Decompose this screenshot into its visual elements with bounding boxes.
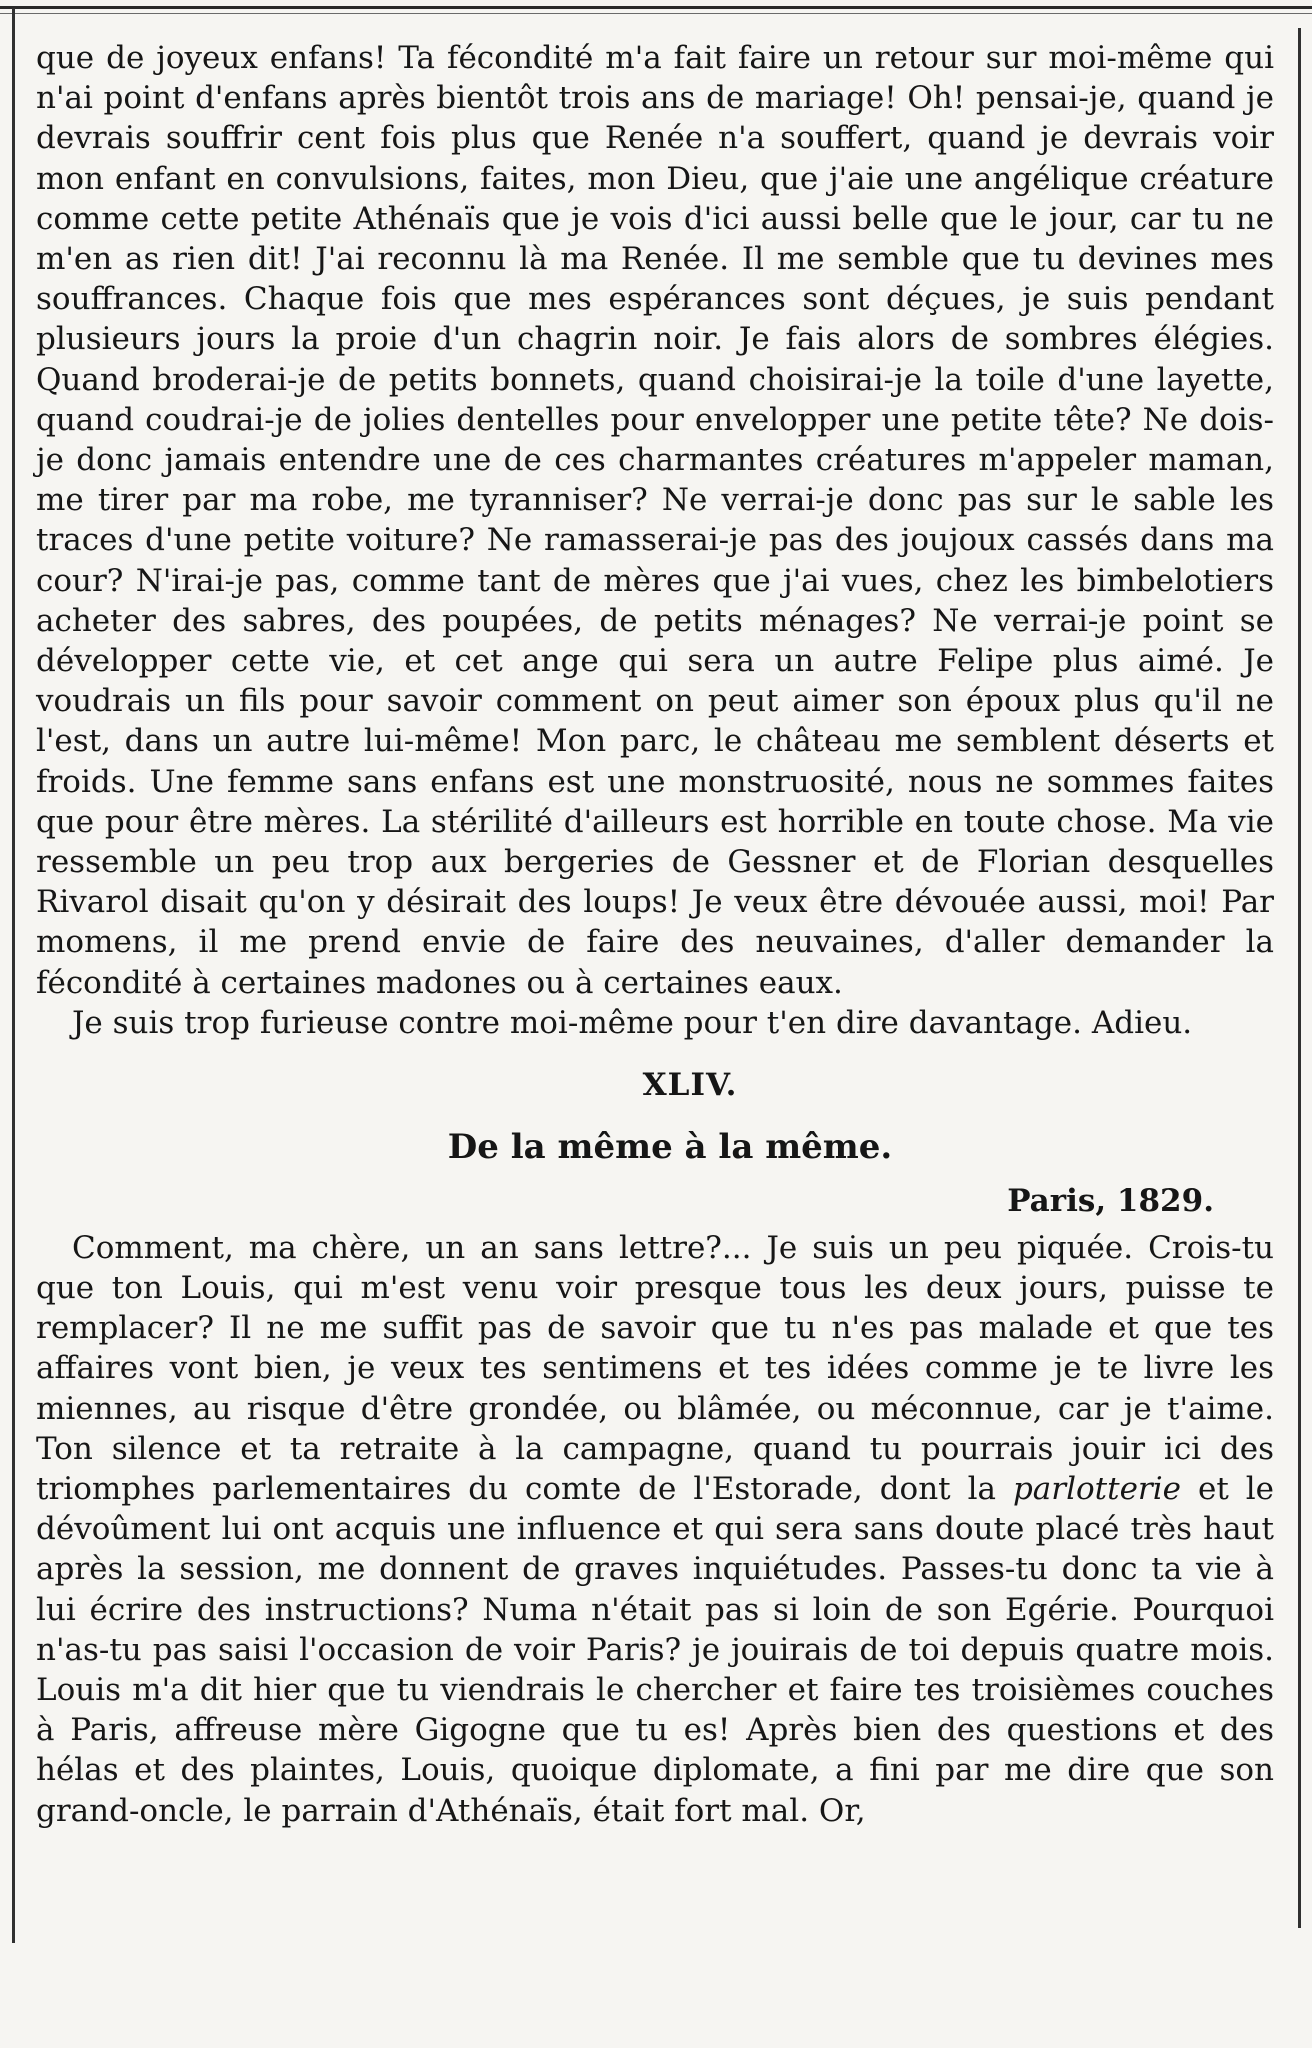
letter-dateline: Paris, 1829. <box>1007 1183 1214 1220</box>
right-column-rule <box>1298 28 1301 1928</box>
chapter-number: XLIV. <box>642 1067 738 1104</box>
new-letter-paragraph <box>36 1228 1274 1831</box>
new-letter-text-part2: et le dévoûment lui ont acquis une influence et qui sera sans doute placé très haut après la session, me donnent de graves inquiétudes. Passes-tu donc ta vie à lui écrire des instructions? Numa n'était pas si loin de son Egérie. Pourquoi n'as-tu pas saisi l'occasion de voir Paris? je jouirais de toi depuis quatre mois. Louis m'a dit hier que tu viendrais le chercher et faire tes troisièmes couches à Paris, affreuse mère Gigogne que tu es! Après bien des questions et des hélas et des plaintes, Louis, quoique diplomate, a fini par me dire que son grand-oncle, le parrain d'Athénaïs, était fort mal. Or, <box>36 1470 1274 1829</box>
letter-closing-paragraph: Je suis trop furieuse contre moi-même pour t'en dire davantage. Adieu. <box>72 1004 1193 1041</box>
top-border-thin-rule <box>0 13 1312 14</box>
new-letter-text-part1: Comment, ma chère, un an sans lettre?... Je suis un peu piquée. Crois-tu que ton Louis, qui m'est venu voir presque tous les deux jours, puisse te remplacer? Il ne me suffit pas de savoir que tu n'es pas malade et que tes affaires vont bien, je veux tes sentimens et tes idées comme je te livre les miennes, au risque d'être grondée, ou blâmée, ou méconnue, car je t'aime. Ton silence et ta retraite à la campagne, quand tu pourrais jouir ici des triomphes parlementaires du comte de l'Estorade, dont la <box>36 1229 1274 1507</box>
text-column <box>36 38 1274 1831</box>
left-column-rule <box>12 8 15 1943</box>
new-letter-italic-word: parlotterie <box>1012 1470 1182 1507</box>
letter-continuation-paragraph: que de joyeux enfans! Ta fécondité m'a fait faire un retour sur moi-même qui n'ai point d'enfans après bientôt trois ans de mariage! Oh! pensai-je, quand je devrais souffrir cent fois plus que Renée n'a souffert, quand je devrais voir mon enfant en convulsions, faites, mon Dieu, que j'aie une angélique créature comme cette petite Athénaïs que je vois d'ici aussi belle que le jour, car tu ne m'en as rien dit! J'ai reconnu là ma Renée. Il me semble que tu devines mes souffrances. Chaque fois que mes espérances sont déçues, je suis pendant plusieurs jours la proie d'un chagrin noir. Je fais alors de sombres élégies. Quand broderai-je de petits bonnets, quand choisirai-je la toile d'une layette, quand coudrai-je de jolies dentelles pour envelopper une petite tête? Ne dois-je donc jamais entendre une de ces charmantes créatures m'appeler maman, me tirer par ma robe, me tyranniser? Ne verrai-je donc pas sur le sable les traces d'une petite voiture? Ne ramasserai-je pas des joujoux cassés dans ma cour? N'irai-je pas, comme tant de mères que j'ai vues, chez les bimbelotiers acheter des sabres, des poupées, de petits ménages? Ne verrai-je point se développer cette vie, et cet ange qui sera un autre Felipe plus aimé. Je voudrais un fils pour savoir comment on peut aimer son époux plus qu'il ne l'est, dans un autre lui-même! Mon parc, le château me semblent déserts et froids. Une femme sans enfans est une monstruosité, nous ne sommes faites que pour être mères. La stérilité d'ailleurs est horrible en toute chose. Ma vie ressemble un peu trop aux bergeries de Gessner et de Florian desquelles Rivarol disait qu'on y désirait des loups! Je veux être dévouée aussi, moi! Par momens, il me prend envie de faire des neuvaines, d'aller demander la fécondité à certaines madones ou à certaines eaux. <box>36 40 1274 1001</box>
chapter-title: De la même à la même. <box>447 1127 893 1168</box>
top-border-rule <box>0 6 1312 9</box>
